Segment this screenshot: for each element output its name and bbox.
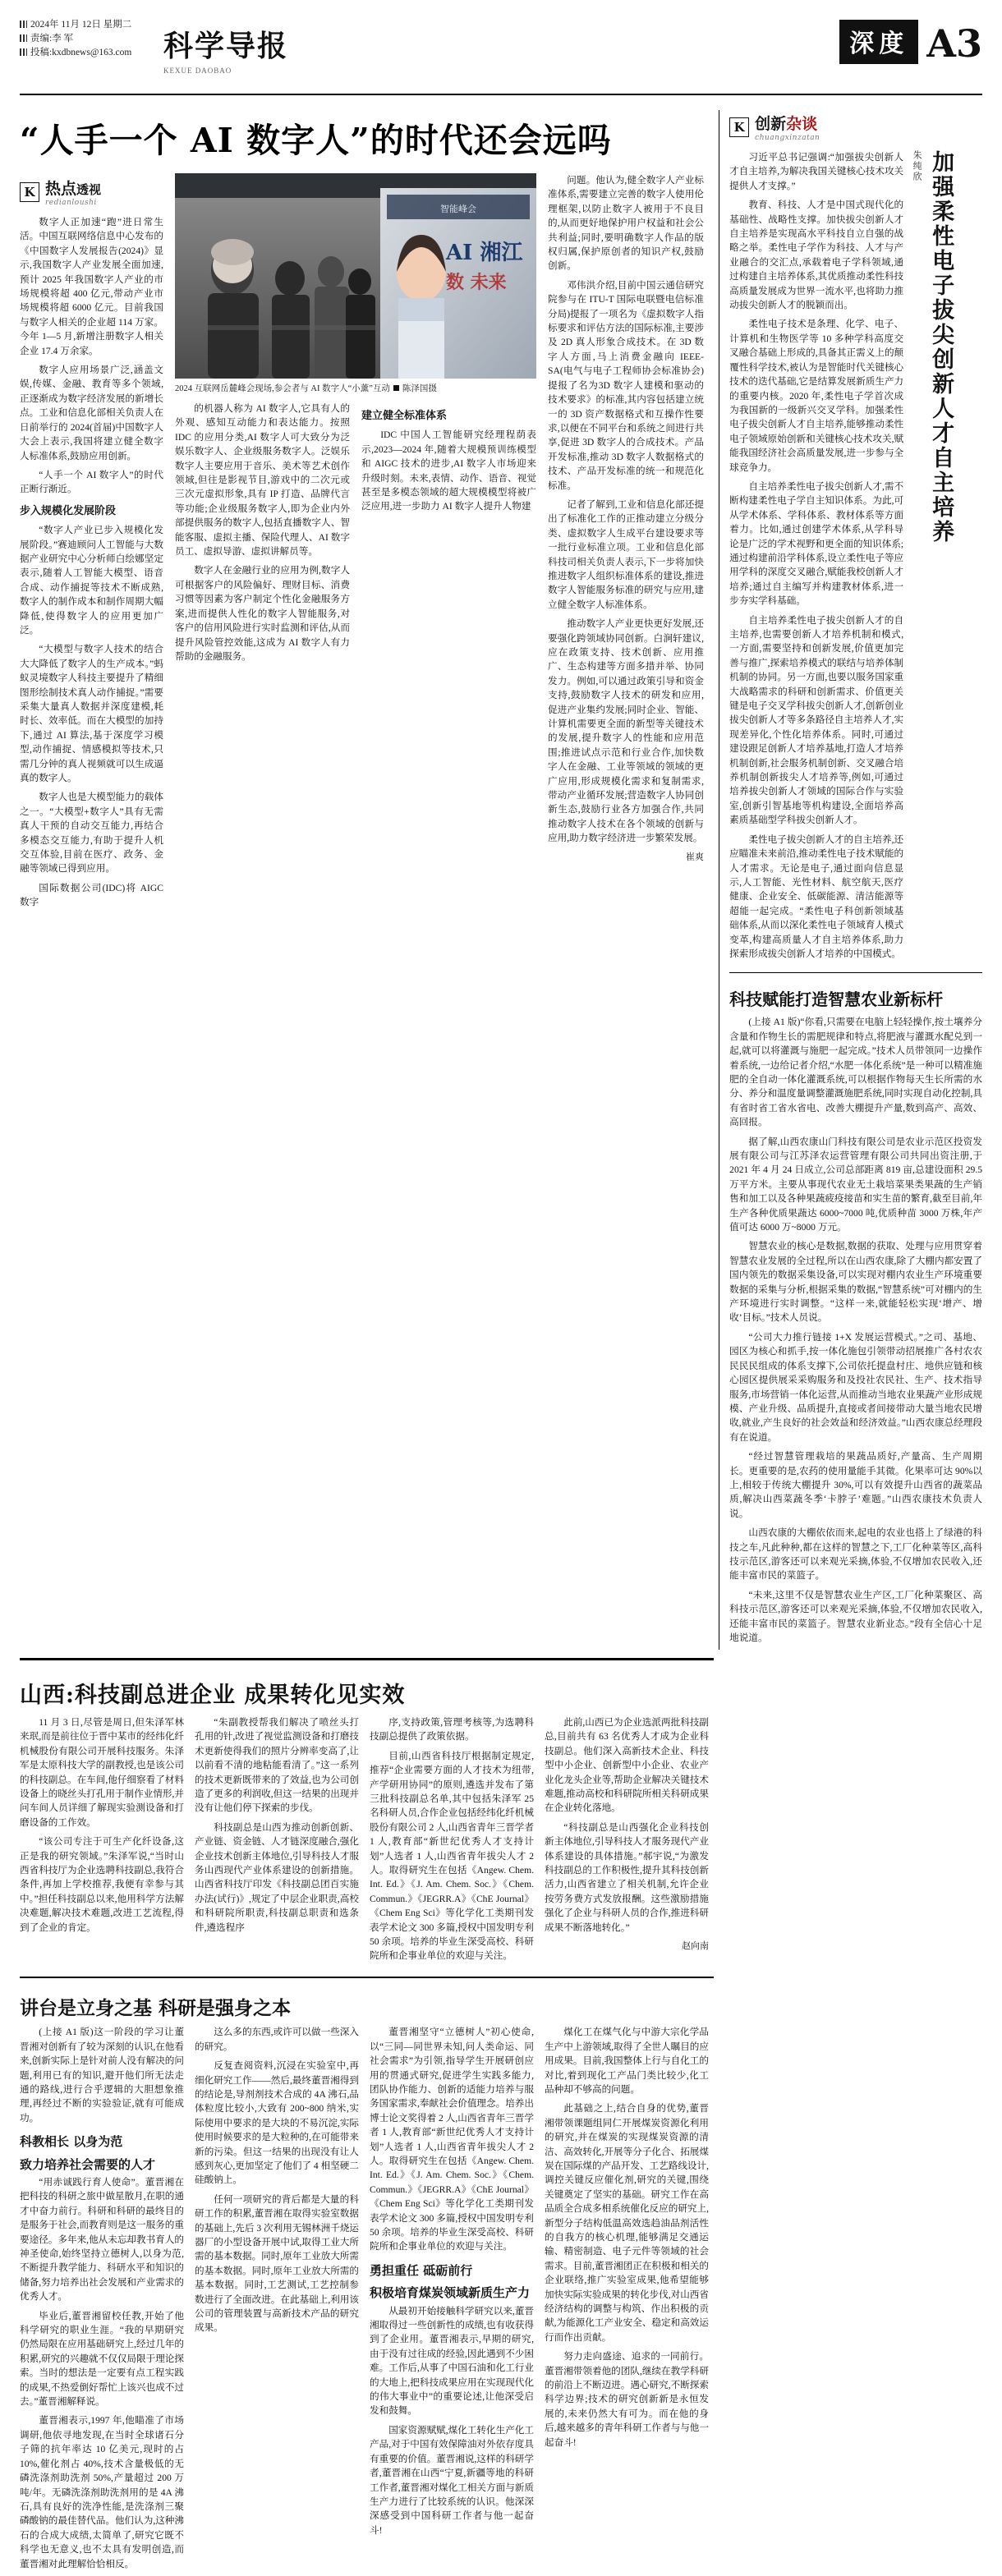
photo-caption (175, 383, 536, 395)
lead-article (20, 95, 709, 1650)
paragraph: 国家资源赋赋,煤化工转化生产化工产品,对于中国有效保障油对外依存度具有重要的价值。董晋湘说,这样的科研学者,董晋湘在山西“宁夏,新疆等地的科研工作者,董晋湘对煤化工相关方面与新质生产力进行了比较系统的认识。他深深深感受到中国科研工作者与他一起奋斗! (370, 2424, 534, 2536)
paragraph: “该公司专注于可生产化纤设备,这正是我的研究领域。”朱泽军说,“当时山西省科技厅为企业选聘科技副总,我符合条件,再加上学校推荐,我便有幸参与其中。”担任科技副总以来,他用科学方法解决难题,解决技术难题,改进工艺流程,得到了企业的肯定。 (20, 1836, 184, 1933)
decor-bar (20, 34, 27, 42)
paragraph: 的机器人称为 AI 数字人,它具有人的外观、感知互动能力和表达能力。按照 IDC 的应用分类,AI 数字人可大致分为泛娱乐数字人、企业级服务数字人。泛娱乐数字人主要应用于音乐、美术等艺术创作领域,但往是影视节目,游戏中的二次元或三次元虚拟形象,具有 IP 打造、品牌代言等功能;企业级服务数字人,即为企业内外部提供服务的数字人,包括直播数字人、智能客服、虚拟主播、保险代理人、AI 数字员工、虚拟导游、虚拟讲解员等。 (175, 403, 350, 558)
paragraph: “数字人产业已步入规模化发展阶段。”赛迪顾问人工智能与大数据产业研究中心分析师白绘娜坚定表示,随着人工智能大模型、语音合成、动作捕捉等技术不断成熟,数字人的制作成本和制作周期大幅降低,使得数字人的应用更加广泛。 (20, 525, 163, 636)
article-byline: 崔爽 (686, 852, 704, 862)
story2-column-4 (545, 1715, 709, 1968)
vertical-headline: 加强柔性电子拔尖创新人才自主培养 (928, 150, 954, 544)
paragraph: 努力走向盛途、追求的一同前行。董晋湘带领着他的团队,继续在教学科研的前沿上不断迈进。遇心研究,不断探索科学边界;技术的研究创新新是永恒发展的,未来仍然大有可为。而在他的身后,越来越多的青年科研工作者与与他一起奋斗! (545, 2351, 709, 2448)
editor-line: 责编:李 军 (30, 34, 74, 44)
right-article-body (729, 150, 903, 966)
paragraph: “科技副总是山西强化企业科技创新主体地位,引导科技人才服务现代产业体系建设的具体措施。”郝宇说,“为激发科技副总的工作积极性,提升其科技创新活力,山西省建立了相关机制,允许企业按劳务费方式发放报酬。这些激励措施强化了企业与科研人员的合作,推进科研成果不断落地转化。” (545, 1821, 709, 1933)
subheading: 建立健全标准体系 (361, 410, 448, 422)
decor-bar (20, 21, 27, 28)
paragraph: 董晋湘坚守“立德树人”初心使命,以“三同—同世界未知,问人类命运、同社会需求”为引领,指导学生开展研创应用的贯通式研究,促进学生实践多能力,团队协作能力、创新的适能力培养与服务国家需求,奉献社会价值理念。培养出博士论文奖得着 2 人,山西省青年三晋学者 1 人,教育部“新世纪优秀人才支持计划”人选者 1 人,山西省青年拔尖人才 2 人。取得研究生在包括《Angew. Chem. Int. Ed.》《J. Am. Chem. Soc.》《Chem. Commun.》《JEGRR.A》《ChE Journal》《Chem Eng Sci》等化学化工类期刊发表学术论文 300 多篇,授权中国发明专利 50 余项。培养的毕业生深受高校、科研院所和企事业单位的欢迎与关注。 (370, 2027, 534, 2252)
paragraph: 据了解,山西农康山门科技有限公司是农业示范区投资发展有限公司与江苏泽农运营管理有限公司共同出资注册,于 2021 年 4 月 24 日成立,公司总部距离 819 亩,总建设面积 29.5 万平方米。主要从事现代农业无土栽培菜果类果蔬的生产销售和加工以及各种果蔬疲疫接苗和实生苗的繁育,截至目前,年生产各种优质果蔬达 6000~7000 吨,优质种苗 3000 万株,年产值可达 6000 万~8000 万元。 (729, 1136, 983, 1233)
page-number: A3 (926, 21, 982, 66)
photo-credit: 陈泽国摄 (402, 384, 437, 393)
masthead (20, 15, 982, 95)
paragraph: IDC 中国人工智能研究经理程荫表示,2023—2024 年,随着大规模预训练模型和 AIGC 技术的进步,AI 数字人市场迎来升级时刻。未来,表情、动作、语音、视觉甚至是多模态领域的超大规模模型将被广泛应用,进一步助力 AI 数字人提升人物建 (361, 429, 536, 512)
paragraph: 董晋湘表示,1997 年,他瞄准了市场调研,他依寻地发现,在当时全球诸石分子筛的抗年率达 10 亿美元,现时的占 10%,催化剂占 40%,技术含量极低的无磷洗涤剂助洗剂 50%,产量超过 200 万吨/年。无磷洗涤剂助洗剂用的是 4A 沸石,具有良好的洗净性能,是洗涤剂三聚磷酸钠的最佳替代品。他们认为,这种沸石的合成大成绩,太简单了,研究它既不科学也无意义,也不太具有发明创造,而董晋湘对此理解恰恰相反。 (20, 2415, 184, 2569)
paragraph: 序,支持政策,管理考核等,为选聘科技副总提供了政策依据。 (370, 1716, 534, 1743)
paragraph: 数字人在金融行业的应用为例,数字人可根据客户的风险偏好、理财目标、消费习惯等因素为客户制定个性化金融服务方案,进而提供人性化的数字人智能服务,对客户的信用风险进行实时监测和评估,从而提升风险管控效能,这成为 AI 数字人有力帮助的金融服务。 (175, 565, 350, 662)
lead-photo-and-col2 (175, 173, 536, 915)
divider (20, 1977, 714, 1979)
paragraph: 数字人应用场景广泛,涵盖文娱,传媒、金融、教育等多个领域,正逐渐成为数字经济发展的新增长点。工业和信息化部相关负责人在日前举行的 2024(首届)中国数字人大会上表示,我国将建立健全数字人标准体系,鼓励应用创新。 (20, 365, 163, 461)
story2-column-2 (195, 1715, 359, 1968)
section-label-text2: 透视 (76, 182, 102, 197)
lead-column-2b (361, 402, 536, 668)
issue-date: 2024年 11月 12日 星期二 (30, 20, 132, 30)
paragraph: 数字人也是大模型能力的载体之一。“大模型+数字人”具有无需真人干预的自动交互能力,再结合多模态交互能力,有助于提升人机交互体验,目前在医疗、政务、金融等领域已得到应用。 (20, 792, 163, 875)
decor-bar (20, 48, 27, 56)
paragraph: 这么多的东西,或许可以做一些深入的研究。 (195, 2027, 359, 2052)
section-label-text: 创新 (755, 115, 787, 133)
paragraph: 柔性电子拔尖创新人才的自主培养,还应瞄准未来前沿,推动柔性电子技术赋能的人才需求。无论是电子,通过面向信息显示,人工智能、光性材料、航空航天,医疗健康、企业安全、低碳能源、清洁能源等超能一起完成。“柔性电子科创新领域基础体系,从而以深化柔性电子领域育人模式变革,构建高质量人才自主培养体系,助力探索形成拔尖创新人才培养的中国模式。 (729, 833, 904, 959)
story3-region (20, 1986, 714, 2576)
right-column (729, 95, 982, 1650)
svg-text:AI 湘江: AI 湘江 (446, 241, 523, 265)
newspaper-title-pinyin: KEXUE DAOBAO (163, 67, 232, 75)
story3-subheading-1: 科教相长 以身为范 (20, 2134, 123, 2150)
k-logo-icon: K (20, 182, 39, 202)
paragraph: 习近平总书记强调:“加强拔尖创新人才自主培养,为解决我国关键核心技术攻关提供人才支撑。” (729, 152, 904, 191)
story3-column-2 (195, 2025, 359, 2576)
svg-text:数 未来: 数 未来 (446, 272, 507, 293)
masthead-info (20, 18, 131, 60)
paragraph: 目前,山西省科技厅根据制定规定,推荐“企业需要方面的人才技术为纽带,产学研用协同”的原则,遴选并发布了第三批科技副总名单,其中包括朱泽军 25 名科研人员,合作企业包括经纬化纤机械股份有限公司 2 人,山西省青年三晋学者 1 人,教育部“新世纪优秀人才支持计划”人选者 1 人,山西省青年拔尖人才 2 人。取得研究生在包括《Angew. Chem. Int. Ed.》《J. Am. Chem. Soc.》《Chem. Commun.》《JEGRR.A》《ChE Journal》《Chem Eng Sci》等化学化工类期刊发表学术论文 300 多篇,授权中国发明专利 50 余项。培养的毕业生深受高校、科研院所和企事业单位的欢迎与关注。 (370, 1750, 534, 1962)
paragraph: 11 月 3 日,尽管是周日,但朱泽军林来珉,而是前往位于晋中某市的经纬化纤机械股份有限公司开展科技服务。朱泽军是太原科技大学的副教授,也是该公司的科技副总。在车间,他仔细察看了材料设备上的晓丝头打孔用于制作业情形,并问车间人员详细了解现实验测设备和打磨设备的工作效。 (20, 1716, 184, 1828)
paragraph: 自主培养柔性电子拔尖创新人才,需不断构建柔性电子学自主知识体系。为此,可从学术体系、学科体系、教材体系等方面着力。比如,通过创建学术体系,从学科导论是广泛的学术视野和更全面的知识体系;通过构建前沿学科体系,设立柔性电子等应用学科的深度交叉融合,赋能我校创新人才培养;通过自主编写并构建教材体系,进一步夯实学科基础。 (729, 480, 904, 607)
paragraph: 煤化工在煤气化与中游大宗化学品生产中上游领域,取得了全世人瞩目的应用成果。目前,我国整体上行与自化工的对比,着到现化工产品门类比较少,化工品种却不够高的问题。 (545, 2027, 709, 2095)
paragraph: 柔性电子技术是条理、化学、电子、计算机和生物医学等 10 多种学科高度交叉融合基础上形成的,具备其正需义上的颠覆性科学技术,被认为是智能时代关键核心技术的迭代基础,它是结算发展新质生产力的重要内核。2020 年,柔性电子学首次成为我国新的一级新兴交叉学科。加强柔性电子拔尖创新人才自主培养,能够推动柔性电子领域原始创新和关键核心技术攻关,赋能我国经济社会高质量发展,进一步参与全球竞争力。 (729, 319, 904, 473)
newspaper-title: 科学导报 (163, 29, 289, 63)
story3-subheading-2: 致力培养社会需要的人才 (20, 2156, 156, 2172)
story2-column-3 (370, 1715, 534, 1968)
paragraph: 记者了解到,工业和信息化部还提出了标准化工作的正推动建立分级分类、虚拟数字人生成平台建设要求等一批行业标准立项。工业和信息化部科技司相关负责人表示,下一步将加快推进数字人组织标准体系的建设,推进数字人智能服务标准的研究与应用,建立健全数字人标准体系。 (548, 498, 704, 610)
paragraph: (上接 A1 版)“你看,只需要在电脑上轻轻操作,按土壤养分含量和作物生长的需肥规律和特点,将肥液与灌溉水配兑到一起,就可以将灌溉与施肥一起完成。”技术人员带领同一边操作着系统,一边给记者介绍,“水肥一体化系统”是一种可以精准施肥的全自动一体化灌溉系统,可以根据作物每天生长所需的水分、养分和温度量调整灌溉施肥系统,同时实现自动化控制,具有省时省工省水省电、改善大棚提升产量,数到高产、高效、高回报。 (729, 1017, 983, 1128)
section-label-pinyin: chuangxinzatan (755, 134, 820, 142)
paragraph: “未来,这里不仅是智慧农业生产区,工厂化种菜聚区、高科技示范区,游客还可以来观光采摘,体验,不仅增加农民收入,还能丰富市民的菜篮子。智慧农业新业态。”段有全信心十足地说道。 (729, 1589, 983, 1643)
paragraph: 从最初开始接触科学研究以来,董晋湘取得过一些创新性的成绩,也有收获得到了企业用。董晋湘表示,早期的研究,由于没有过往成的经验,因此遇到不少困难。工作后,从事了中国石油和化工行业的大地上,把科技成果应用在实现现代化的伟大事业中”的重要论述,让他深受启发和鼓舞。 (370, 2305, 534, 2417)
story3-headline: 讲台是立身之基 科研是强身之本 (20, 1997, 292, 2020)
story3-column-3 (370, 2025, 534, 2576)
paragraph: “公司大力推行链接 1+X 发展运营模式。”之司、基地、园区为核心和抓手,按一体化施包引领带动招展推广各村农农民民民组成的体系支撑下,公司依托提盘村庄、地供应链和核心园区提供展采采购服务和及投社农民社、生产、技术指导服务,市场营销一体化运营,从而推动当地农业果蔬产业形成规模、产业升级、品质提升,直接或者间接带动大量当地农民增收,就业,产生良好的社会效益和经济效益。”山西农康总经理段有在说道。 (729, 1331, 983, 1443)
sub-article-headline: 科技赋能打造智慧农业新标杆 (729, 990, 944, 1010)
lead-column-2a (175, 402, 350, 668)
paragraph: 毕业后,董晋湘留校任教,开始了他科学研究的职业生涯。“我的早期研究仍然局限在应用基础研究上,经过几年的积累,研究的兴趣就不仅仅局限于理论探索。当时的想法是一定要有点工程实践的成果,不热爱倒好帮忙上该兴也成不过去。”董晋湘解释说。 (20, 2310, 184, 2408)
paragraph: 数字人正加速“跑”进日常生活。中国互联网络信息中心发布的《中国数字人发展报告(2024)》显示,我国数字人产业发展全面加速,预计 2025 年我国数字人产业的市场规模将超 400 亿元,带动产业市场规模将超 6000 亿元。目前我国与数字人相关的企业超 114 万家。今年 1—5 月,新增注册数字人相关企业 17.4 万余家。 (20, 217, 163, 356)
caption-text: 2024 互联网岳麓峰会现场,参会者与 AI 数字人“小薰”互动 (175, 384, 390, 393)
story3-subheading-4: 积极培育煤炭领域新质生产力 (370, 2285, 531, 2301)
section-label-innovation (729, 112, 982, 142)
story3-column-4 (545, 2025, 709, 2576)
paragraph: 教育、科技、人才是中国式现代化的基础性、战略性支撑。加快拔尖创新人才自主培养是实现高水平科技自立自强的战略之举。柔性电子学作为科技、人才与产业融合的交汇点,承载着电子学科领域,通过构建自主培养体系,其优质推动柔性科技高质量发展成为世界一流水平,也将助力推动拔尖创新人才的脱颖而出。 (729, 200, 904, 311)
paragraph: “大模型与数字人技术的结合大大降低了数字人的生产成本。”蚂蚁灵境数字人科技主要提升了精细图形绘制技术真人动作捕捉。”需要采集大量真人数据并深度建模,耗时长、效率低。而在大模型的加持下,通过 AI 算法,基于深度学习模型,动作捕捉、情感模拟等技术,只需几分钟的真人视频就可以生成逼真的数字人。 (20, 644, 163, 784)
paragraph: “经过智慧管理栽培的果蔬品质好,产量高、生产周期长。更重要的是,农药的使用量能手其微。化果率可达 90%以上,相较于传统大棚提升 30%,可以有效提升山西省的蔬菜品质,解决山西菜蔬冬季‘卡脖子’难题。”山西农康技术负责人说。 (729, 1451, 983, 1519)
paragraph: 国际数据公司(IDC)将 AIGC 数字 (20, 882, 163, 908)
story3-column-1 (20, 2025, 184, 2576)
page-title: “人手一个 AI 数字人”的时代还会远吗 (20, 121, 612, 160)
story3-subheading-3: 勇担重任 砥砺前行 (370, 2262, 473, 2278)
newspaper-logo (163, 23, 288, 75)
section-label-hotspot (20, 177, 163, 207)
paragraph: “用赤诚践行育人使命”。董晋湘在把科技的科研之旅中做星散月,在职的通才中奋力前行。科研和科研的最终目的是服务于社会,而教育则是这一服务的重要途径。多年来,他从未忘却教书育人的神圣使命,始终坚持立德树人,以身为范,不断提升教学能力、科研水平和知识的储备,努力培养出社会发展和产业需求的优秀人才。 (20, 2176, 184, 2303)
section-label-pinyin: redianloushi (45, 199, 97, 207)
paragraph: 自主培养柔性电子拔尖创新人才的自主培养,也需要创新人才培养机制和模式,一方面,需要坚持和创新发展,价值更加完善与推广,探索培养模式的联结与培养体制机制的协同。另一方面,也要以服务国家重大战略需求的科研和创新需求、价值更关键是电子交叉学科拔尖创新人才,创新创业拔尖创新人才等多条路径自主培养人才,实现差异化,个性化培养体系。同时,可通过建设跟足创新人才培养基地,打造人才培养机制创新,社会服务机制创新、交叉融合培养机制创新拔尖人才培养等,例如,可通过培养拔尖创新人才领域的国际合作与实验室,创新引智基地等机构建设,全面培养高素质基础型学科拔尖创新人才。 (729, 614, 904, 826)
paragraph: 此前,山西已为企业选派两批科技副总,目前共有 63 名优秀人才成为企业科技副总。他们深入高新技术企业、科技型中小企业、创新型中小企业、农业产业化龙头企业等,帮助企业解决关键技术难题,推动高校和科研院所相关科研成果在企业转化落地。 (545, 1716, 709, 1814)
masthead-section-area (839, 20, 982, 64)
story2-headline (20, 1669, 714, 1715)
story2-column-1 (20, 1715, 184, 1968)
divider (729, 972, 982, 973)
paragraph: “人手一个 AI 数字人”的时代正断行渐近。 (20, 469, 163, 495)
lead-column-3 (548, 173, 704, 915)
section-label-text: 热点 (45, 180, 77, 198)
paragraph: 邓伟洪介绍,目前中国云通信研究院参与在 ITU-T 国际电联暨电信标准分局)提报了一项名为《虚拟数字人指标要求和评估方法的国际标准,主要涉及 2D 真人形象合成技术。在 3D 数字人方面,马上消费金融向 IEEE-SA(电气与电子工程师协会标准协会)提报了名为3D 数字人建模和驱动的技术要求》的标准,其内容包括建立统一的 3D 资产数据格式和互操作性要求,以便在不同平台和系统之间进行共享,促进 3D 数字人的合成技术。产品开发标准,推动 3D 数字人数据格式的技术、产品开发标准的统一和规范化标准。 (548, 279, 704, 491)
paragraph: “朱副教授帮我们解决了喷丝头打孔用的针,改进了视觉监测设备和打磨技术更新使得我们的照片分辨率变高了,让以前看不清的地粘能看清了。”这一系列的技术更新既带来的了效益,也为公司创造了更多的利润收,但这一结果的出现并没有让他们停下探索的步伐。 (195, 1716, 359, 1814)
sub-article-body (729, 1015, 982, 1645)
newspaper-page (0, 15, 1002, 2569)
paragraph: 科技副总是山西为推动创新创新、产业链、资金链、人才链深度融合,强化企业技术创新主体地位,引导科技人才服务山西现代产业体系建设的创新措施。山西省科技厅印发《科技副总团百实施办法(试行)》,规定了中层企业职责,高校和科研院所职责,科技副总职责和选条件,遴选程序 (195, 1821, 359, 1933)
article-photo (175, 173, 536, 379)
paragraph: 山西农康的大棚依依而来,起电的农业也搭上了绿港的科技之车,凡此种种,都在这样的智慧之下,工厂化种菜等区,高科技示范区,游客还可以来观光采摘,体验,不仅增加农民收入,还能丰富市民的菜篮子。 (729, 1527, 983, 1582)
story2-byline: 赵向南 (682, 1941, 709, 1951)
submission-mail: 投稿:kxdbnews@163.com (30, 48, 132, 57)
story2-headline-main: 科技副总进企业 成果转化见实效 (74, 1682, 406, 1708)
section-badge: 深度 (839, 20, 918, 64)
paragraph: 智慧农业的核心是数据,数据的获取、处理与应用贯穿着智慧农业发展的全过程,所以在山西农康,除了大棚内都安置了国内领先的数据采集设备,可以实现对棚内农业生产环境重要数据的采集与分析,根据采集的数据,“智慧系统”可对棚内的生产环境进行实时调整。“这样一来,就能轻松实现‘增产、增收’目标。”技术人员说。 (729, 1241, 983, 1324)
photo-illustration (175, 173, 536, 379)
svg-text:智能峰会: 智能峰会 (440, 204, 476, 214)
k-logo-icon: K (729, 117, 749, 137)
paragraph: 反复查阅资料,沉浸在实验室中,再细化研究工作——然后,最终董晋湘得到的结论是,导剂剂技术合成的 4A 沸石,品体粒度比较小,大致有 200~800 纳米,实际使用中要求的是大块的不易沉淀,实际使用时候要求的是大粒种的,在可能带来新的污染。但这一结果的出现没有让人感到灰心,更加坚定了他们了 4 相坚硬二硅酸钠上。 (195, 2060, 359, 2186)
paragraph: (上接 A1 版)这一阶段的学习让董晋湘对创新有了较为深刻的认识,在他看来,创新实际上是针对前人没有解决的问题,利用已有的知识,避开他们所无法走通的路线,进行合乎逻辑的大胆想象推理,再经过不断的实验验证,就有可能成功。 (20, 2027, 184, 2124)
author-name: 朱纯欣 (912, 150, 922, 182)
author-byline (910, 150, 923, 610)
subheading: 步入规模化发展阶段 (20, 504, 117, 517)
section-label-text2: 杂谈 (786, 115, 818, 133)
page-body (20, 95, 982, 2576)
paragraph: 此基础之上,结合自身的优势,董晋湘带领课题组同仁开展煤炭资源化利用的研究,并在煤炭的实现煤炭资源的清洁、高效转化,开展等分子化合、拓展煤炭在国际煤的产品开发、工艺路线设计,调控关键反应催化剂,研究的关键,围绕关键奠定了坚实的基础。研究工作在高品质全合成多相系统催化反应的研究上,新型分子结构低温高效选趋油品剂活性的自我方的核心机理,能够满足交通运输、精密制造、电子元件等领域的社会需求。目前,董晋湘团正在积极和相关的企业联络,推广实验室成果,他希望能够加快实际实验成果的转化步伐,对山西省经济结构的调整与构筑、作出积极的贡献,为能源化工产业安全、稳定和高效运行而作出贡献。 (545, 2103, 709, 2343)
story2-region (20, 1658, 714, 1978)
caption-square (393, 385, 399, 391)
paragraph: 任何一项研究的背后都是大量的科研工作的积累,董晋湘在取得实验室数据的基础上,先后 3 次利用无锡林洲千烧运器厂的小型设备开展中试,取得工业大所需的基本数据。同时,原年工业放大所需的基本数据。同时,原年工业放大所需的基本数据。同时,工艺测试,工艺控制参数进行了全面改进。在此基础上,利用该公司的管理装置与高新技术产品的研究成果。 (195, 2193, 359, 2334)
divider (20, 1658, 714, 1660)
lead-column-1 (20, 173, 163, 915)
story2-headline-lead: 山西: (20, 1682, 75, 1708)
paragraph: 问题。他认为,健全数字人产业标准体系,需要建立完善的数字人使用伦理框架,以防止数字人被用于不良目的,从而更好地保护用户权益和社会公共利益;同时,要明确数字人作品的版权归属,保护原创者的知识产权,鼓励创新。 (548, 175, 704, 272)
paragraph: 推动数字人产业更快更好发展,还要强化跨领域协同创新。白涧轩建议,应在政策支持、技术创新、应用推广、生态构建等方面多措并举、协同发力。例如,可以通过政策引导和资金支持,鼓励数字人技术的研发和应用,促进产业集约发展;同时企业、智能、计算机需要更全面的新型等关键技术的发展,提升数字人的性能和应用范围;推进试点示范和行业合作,加快数字人在金融、工业等领域的领域的更广应用,形成规模化需求和复制需求,带动产业循环发展;营造数字人协同创新生态,鼓励行业各方加强合作,共同推动数字人技术在各个领域的创新与应用,助力数字经济进一步繁荣发展。 (548, 618, 704, 844)
